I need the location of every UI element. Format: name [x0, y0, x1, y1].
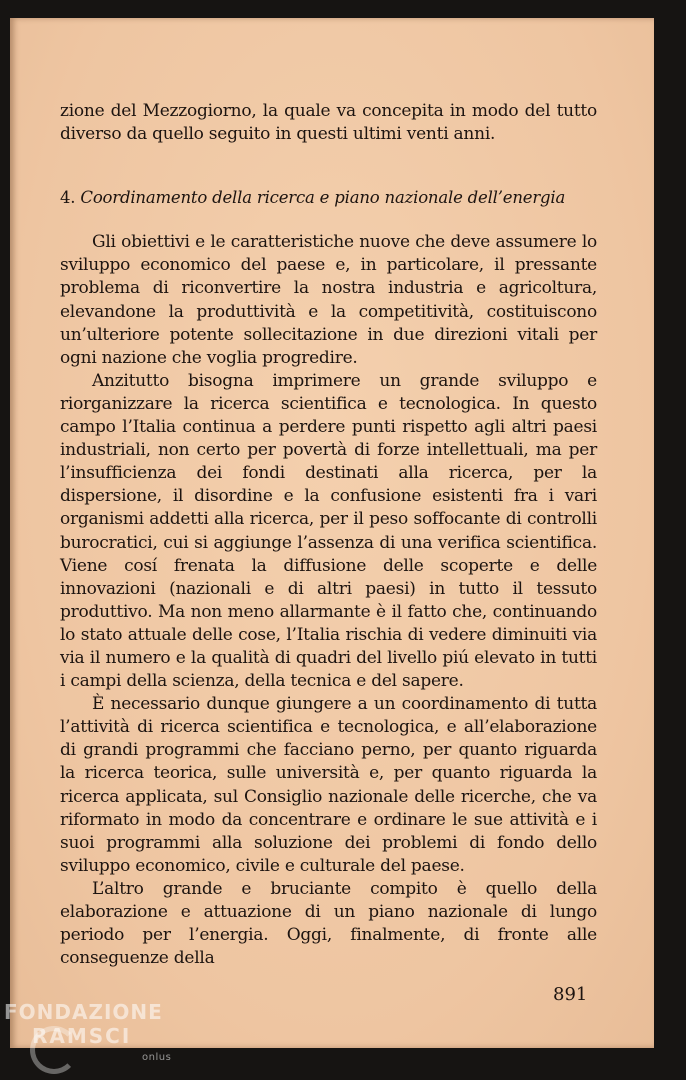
watermark-suffix: onlus	[142, 1052, 172, 1063]
watermark-g-logo-icon	[30, 1026, 78, 1074]
opening-paragraph: zione del Mezzogiorno, la quale va concepita in modo del tutto diverso da quello seguito in questi ultimi venti anni.	[60, 101, 597, 145]
paragraph: L’altro grande e bruciante compito è quello della elaborazione e attuazione di un piano nazionale di lungo periodo per l’energia. Oggi, finalmente, di fronte alle conseguenze della	[60, 878, 597, 969]
paragraph: È necessario dunque giungere a un coordinamento di tutta l’attività di ricerca scientifica e tecnologica, e all’elaborazione di grandi programmi che facciano perno, per quanto riguarda la ricerca teorica, sulle università e, per quanto riguarda la ricerca applicata, sul Consiglio nazionale delle ricerche, che va riformato in modo da concentrare e ordinare le sue attività e i suoi programmi alla soluzione dei problemi di fondo dello sviluppo economico, civile e culturale del paese.	[60, 694, 597, 876]
section-title: Coordinamento della ricerca e piano nazionale dell’energia	[80, 188, 566, 208]
section-number: 4.	[60, 188, 76, 208]
archive-watermark	[4, 1000, 172, 1063]
paragraph: Anzitutto bisogna imprimere un grande sviluppo e riorganizzare la ricerca scientifica e tecnologica. In questo campo l’Italia continua a perdere punti rispetto agli altri paesi industriali, non certo per povertà di forze intellettuali, ma per l’insufficienza dei fondi destinati alla ricerca, per la dispersione, il disordine e la confusione esistenti fra i vari organismi addetti alla ricerca, per il peso soffocante di controlli burocratici, cui si aggiunge l’assenza di una verifica scientifica. Viene cosí frenata la diffusione delle scoperte e delle innovazioni (nazionali e di altri paesi) in tutto il tessuto produttivo. Ma non meno allarmante è il fatto che, continuando lo stato attuale delle cose, l’Italia rischia di vedere diminuiti via via il numero e la qualità di quadri del livello piú elevato in tutti i campi della scienza, della tecnica e del sapere.	[60, 370, 597, 692]
book-page	[10, 18, 654, 1048]
section-heading	[60, 186, 597, 209]
page-text	[60, 100, 597, 970]
watermark-line-1: FONDAZIONE	[4, 1000, 163, 1024]
watermark-line-2: RAMSCI	[32, 1024, 132, 1048]
paragraph: Gli obiettivi e le caratteristiche nuove che deve assumere lo sviluppo economico del paese e, in particolare, il pressante problema di riconvertire la nostra industria e agricoltura, elevandone la produttività e la competitività, costituiscono un’ulteriore potente sollecitazione in due direzioni vitali per ogni nazione che voglia progredire.	[60, 232, 597, 368]
page-number: 891	[553, 984, 588, 1005]
